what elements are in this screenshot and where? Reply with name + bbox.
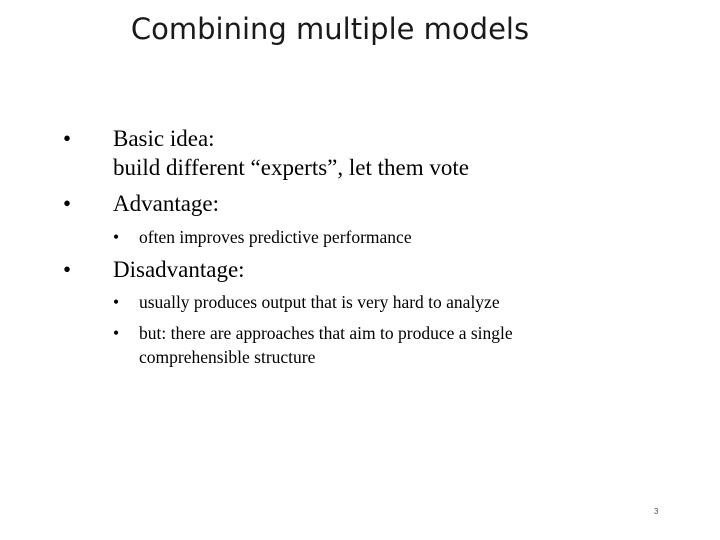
bullet-dot: • xyxy=(63,191,72,216)
sub-bullet-text: comprehensible structure xyxy=(139,347,316,367)
sub-bullet-dot: • xyxy=(113,323,120,343)
slide-number: 3 xyxy=(654,507,659,516)
slide-title: Combining multiple models xyxy=(130,12,530,46)
sub-bullet-text: usually produces output that is very hard to analyze xyxy=(139,292,500,312)
bullet-text: Basic idea: xyxy=(113,126,215,151)
sub-bullet-text: but: there are approaches that aim to produce a single xyxy=(139,323,513,343)
bullet-text: Disadvantage: xyxy=(113,257,245,282)
sub-bullet-text: often improves predictive performance xyxy=(139,227,412,247)
bullet-dot: • xyxy=(63,126,72,151)
bullet-dot: • xyxy=(63,257,72,282)
bullet-text: build different “experts”, let them vote xyxy=(113,155,469,180)
bullet-text: Advantage: xyxy=(113,191,220,216)
sub-bullet-dot: • xyxy=(113,292,120,312)
sub-bullet-dot: • xyxy=(113,227,120,247)
